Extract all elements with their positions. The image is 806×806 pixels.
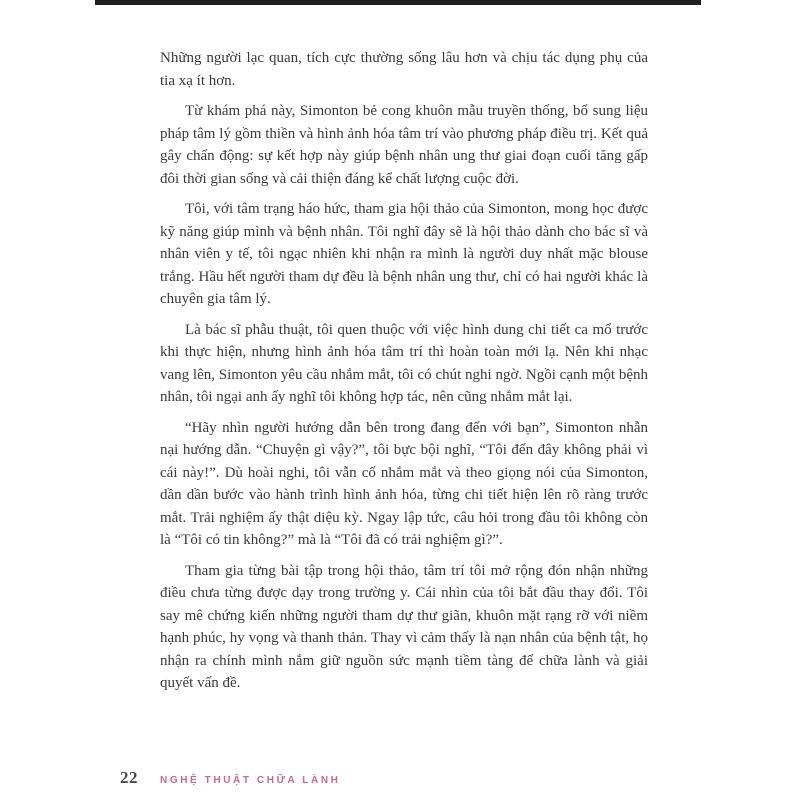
paragraph: Tôi, với tâm trạng háo hức, tham gia hội thảo của Simonton, mong học được kỹ năng giúp mình và bệnh nhân. Tôi nghĩ đây sẽ là hội thảo dành cho bác sĩ và nhân viên y tế, tôi ngạc nhiên khi nhận ra mình là người duy nhất mặc blouse trắng. Hầu hết người tham dự đều là bệnh nhân ung thư, chỉ có hai người khác là chuyên gia tâm lý. [160,201,648,307]
running-title: NGHỆ THUẬT CHỮA LÀNH [160,775,341,786]
top-edge-bar [95,0,701,5]
paragraph: Tham gia từng bài tập trong hội thảo, tâm trí tôi mở rộng đón nhận những điều chưa từng được dạy trong trường y. Cái nhìn của tôi bắt đầu thay đổi. Tôi say mê chứng kiến những người tham dự thư giãn, khuôn mặt rạng rỡ với niềm hạnh phúc, hy vọng và thanh thản. Thay vì cảm thấy là nạn nhân của bệnh tật, họ nhận ra chính mình nắm giữ nguồn sức mạnh tiềm tàng để chữa lành và giải quyết vấn đề. [160,562,648,691]
paragraph: Từ khám phá này, Simonton bẻ cong khuôn mẫu truyền thống, bổ sung liệu pháp tâm lý gồm thiền và hình ảnh hóa tâm trí vào phương pháp điều trị. Kết quả gây chấn động: sự kết hợp này giúp bệnh nhân ung thư giai đoạn cuối tăng gấp đôi thời gian sống và cải thiện đáng kể chất lượng cuộc đời. [160,103,648,187]
paragraph: Là bác sĩ phẫu thuật, tôi quen thuộc với việc hình dung chi tiết ca mổ trước khi thực hiện, nhưng hình ảnh hóa tâm trí thì hoàn toàn mới lạ. Nên khi nhạc vang lên, Simonton yêu cầu nhắm mắt, tôi có chút nghi ngờ. Ngồi cạnh một bệnh nhân, tôi ngại anh ấy nghĩ tôi không hợp tác, nên cũng nhắm mắt lại. [160,321,648,405]
page-footer [120,768,340,788]
page-number: 22 [120,768,138,787]
paragraph: Những người lạc quan, tích cực thường sống lâu hơn và chịu tác dụng phụ của tia xạ ít hơn. [160,50,648,89]
page-body [160,47,648,703]
paragraph: “Hãy nhìn người hướng dẫn bên trong đang đến với bạn”, Simonton nhẫn nại hướng dẫn. “Chuyện gì vậy?”, tôi bực bội nghĩ, “Tôi đến đây không phải vì cái này!”. Dù hoài nghi, tôi vẫn cố nhắm mắt và theo giọng nói của Simonton, dần dần bước vào hành trình hình ảnh hóa, từng chi tiết hiện lên rõ ràng trước mắt. Trải nghiệm ấy thật diệu kỳ. Ngay lập tức, câu hỏi trong đầu tôi không còn là “Tôi có tin không?” mà là “Tôi đã có trải nghiệm gì?”. [160,419,648,548]
